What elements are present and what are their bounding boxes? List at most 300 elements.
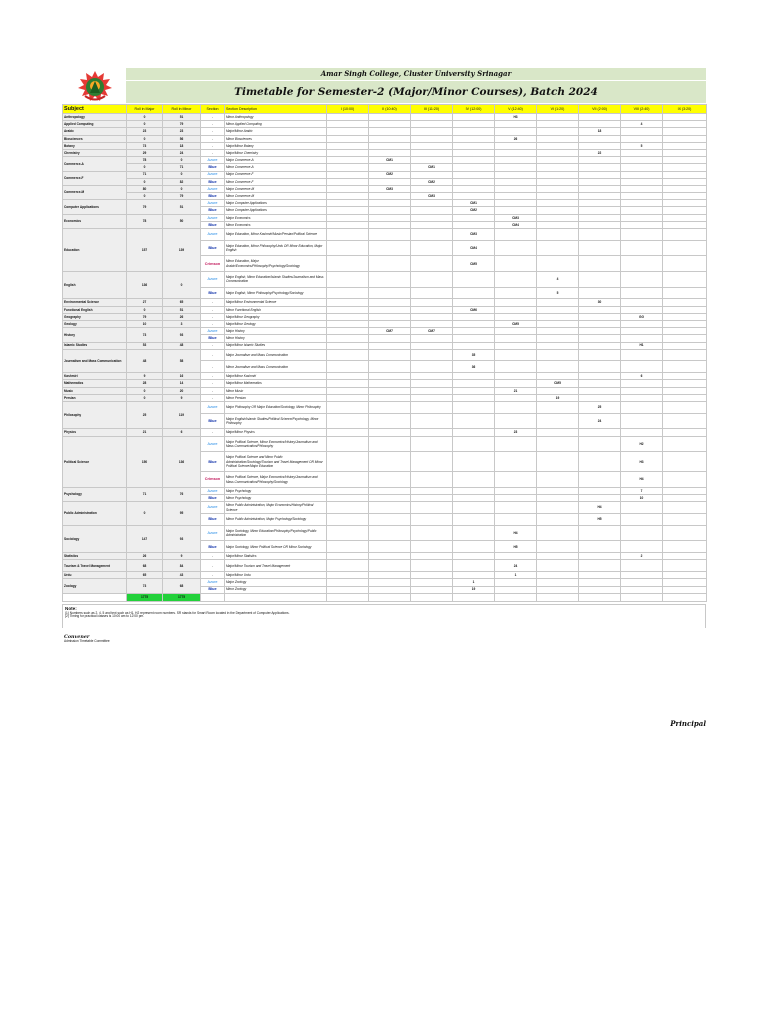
- slot-cell: [621, 502, 663, 514]
- slot-cell: H3: [621, 452, 663, 472]
- slot-cell: [495, 171, 537, 178]
- slot-cell: [495, 553, 537, 560]
- section-cell: [201, 271, 225, 287]
- slot-cell: [537, 494, 579, 501]
- slot-cell: [663, 472, 707, 488]
- slot-cell: [453, 413, 495, 429]
- section-badge: Azure: [207, 201, 218, 206]
- slot-cell: [621, 541, 663, 553]
- roll-major-cell: 0: [127, 114, 163, 121]
- subject-cell: Political Science: [63, 436, 127, 487]
- roll-major-cell: 10: [127, 320, 163, 327]
- slot-cell: [537, 572, 579, 579]
- slot-cell: [495, 361, 537, 373]
- section-badge: -: [211, 129, 214, 134]
- slot-cell: [621, 171, 663, 178]
- slot-cell: [663, 349, 707, 361]
- table-row: [63, 402, 707, 414]
- slot-cell: [537, 121, 579, 128]
- slot-cell: [411, 394, 453, 401]
- slot-cell: [453, 502, 495, 514]
- timetable-sheet: [62, 68, 706, 728]
- subject-cell: Mathematics: [63, 380, 127, 387]
- subject-cell: Journalism and Mass Communication: [63, 349, 127, 373]
- roll-major-cell: 78: [127, 214, 163, 228]
- slot-cell: [579, 240, 621, 256]
- table-row: [63, 342, 707, 349]
- section-badge: Azure: [207, 441, 218, 446]
- section-description-cell: Major English/Islamic Studies/Political Science/Psychology, Minor Philosophy: [225, 413, 327, 429]
- college-logo-icon: [73, 69, 117, 105]
- section-description-cell: Major Zoology: [225, 579, 327, 586]
- slot-cell: [663, 502, 707, 514]
- slot-cell: [495, 373, 537, 380]
- slot-cell: [369, 361, 411, 373]
- slot-cell: [327, 402, 369, 414]
- slot-cell: [495, 193, 537, 200]
- slot-cell: [327, 413, 369, 429]
- slot-cell: CM3: [453, 229, 495, 241]
- slot-cell: [411, 525, 453, 541]
- section-description-cell: Major/Minor Tourism and Travel Management: [225, 560, 327, 572]
- slot-cell: [537, 240, 579, 256]
- slot-cell: [579, 171, 621, 178]
- slot-cell: [663, 214, 707, 221]
- slot-cell: CM5: [537, 380, 579, 387]
- slot-cell: [495, 128, 537, 135]
- slot-cell: 5: [621, 142, 663, 149]
- slot-cell: 22: [579, 149, 621, 156]
- slot-cell: [663, 171, 707, 178]
- table-row: [63, 271, 707, 287]
- slot-cell: [537, 342, 579, 349]
- section-description-cell: Minor Music: [225, 387, 327, 394]
- subject-cell: Tourism & Travel Management: [63, 560, 127, 572]
- slot-cell: [621, 271, 663, 287]
- slot-cell: [579, 586, 621, 593]
- roll-minor-cell: 56: [163, 135, 201, 142]
- slot-cell: [327, 342, 369, 349]
- subject-cell: Geography: [63, 313, 127, 320]
- slot-cell: [537, 229, 579, 241]
- slot-cell: [579, 157, 621, 164]
- section-cell: [201, 135, 225, 142]
- slot-cell: 19: [537, 394, 579, 401]
- col-slot: II (10:40): [369, 105, 411, 114]
- slot-cell: [453, 121, 495, 128]
- roll-major-cell: 157: [127, 229, 163, 272]
- section-cell: [201, 472, 225, 488]
- section-badge: -: [211, 388, 214, 393]
- slot-cell: [663, 579, 707, 586]
- roll-minor-cell: 0: [163, 271, 201, 298]
- slot-cell: [453, 394, 495, 401]
- slot-cell: [663, 185, 707, 192]
- slot-cell: [369, 256, 411, 272]
- roll-major-cell: 0: [127, 135, 163, 142]
- slot-cell: [369, 313, 411, 320]
- section-description-cell: Minor Biosciences: [225, 135, 327, 142]
- slot-cell: [369, 513, 411, 525]
- slot-cell: [621, 586, 663, 593]
- slot-cell: [411, 121, 453, 128]
- slot-cell: [663, 394, 707, 401]
- slot-cell: [537, 328, 579, 335]
- subject-cell: Psychology: [63, 487, 127, 501]
- roll-minor-cell: 6: [163, 429, 201, 436]
- section-badge: Blue: [208, 208, 217, 213]
- roll-major-cell: 136: [127, 271, 163, 298]
- slot-cell: [369, 240, 411, 256]
- slot-cell: [327, 193, 369, 200]
- roll-major-cell: 73: [127, 328, 163, 342]
- table-row: [63, 328, 707, 335]
- table-row: [63, 349, 707, 361]
- slot-cell: [369, 413, 411, 429]
- slot-cell: [411, 572, 453, 579]
- roll-minor-cell: 71: [163, 164, 201, 171]
- slot-cell: [495, 328, 537, 335]
- subject-cell: Applied Computing: [63, 121, 127, 128]
- roll-major-cell: 78: [127, 157, 163, 164]
- slot-cell: [537, 114, 579, 121]
- slot-cell: [663, 494, 707, 501]
- slot-cell: [327, 287, 369, 299]
- col-slot: V (12:40): [495, 105, 537, 114]
- slot-cell: [411, 287, 453, 299]
- slot-cell: 26: [495, 135, 537, 142]
- slot-cell: [579, 335, 621, 342]
- section-description-cell: Major History: [225, 328, 327, 335]
- slot-cell: [621, 299, 663, 306]
- slot-cell: [369, 380, 411, 387]
- slot-cell: [327, 436, 369, 452]
- slot-cell: [453, 171, 495, 178]
- section-cell: [201, 193, 225, 200]
- section-cell: [201, 200, 225, 207]
- section-badge: -: [211, 114, 214, 119]
- slot-cell: 4: [621, 121, 663, 128]
- slot-cell: [327, 394, 369, 401]
- slot-cell: [579, 553, 621, 560]
- roll-major-cell: 9: [127, 373, 163, 380]
- slot-cell: [663, 373, 707, 380]
- note-line: (2) Timing for practical classes is 10:00 am to 12:00 pm.: [65, 614, 145, 619]
- slot-cell: [327, 487, 369, 494]
- slot-cell: [369, 229, 411, 241]
- slot-cell: [579, 436, 621, 452]
- slot-cell: [453, 429, 495, 436]
- slot-cell: [453, 487, 495, 494]
- slot-cell: [537, 502, 579, 514]
- section-description-cell: Major/Minor Physics: [225, 429, 327, 436]
- slot-cell: [663, 193, 707, 200]
- section-description-cell: Minor Economics: [225, 221, 327, 228]
- table-row: [63, 185, 707, 192]
- section-badge: Blue: [208, 165, 217, 170]
- table-row: [63, 178, 707, 185]
- roll-minor-cell: 93: [163, 328, 201, 342]
- slot-cell: [663, 313, 707, 320]
- principal-signature: Principal: [670, 719, 706, 728]
- table-row: [63, 429, 707, 436]
- slot-cell: [537, 560, 579, 572]
- slot-cell: [369, 193, 411, 200]
- slot-cell: [453, 164, 495, 171]
- slot-cell: [663, 572, 707, 579]
- section-badge: Blue: [208, 290, 217, 295]
- subject-cell: Music: [63, 387, 127, 394]
- slot-cell: [369, 342, 411, 349]
- blank-cell: [225, 593, 327, 601]
- slot-cell: [411, 586, 453, 593]
- slot-cell: [495, 178, 537, 185]
- slot-cell: [327, 135, 369, 142]
- section-cell: [201, 142, 225, 149]
- slot-cell: [411, 171, 453, 178]
- slot-cell: [579, 214, 621, 221]
- col-slot: VIII (2:40): [621, 105, 663, 114]
- slot-cell: [327, 452, 369, 472]
- section-description-cell: Major Education, Minor Kashmiri/Music/Persian/Political Science: [225, 229, 327, 241]
- slot-cell: [663, 487, 707, 494]
- slot-cell: [495, 494, 537, 501]
- roll-major-cell: 26: [127, 553, 163, 560]
- section-cell: [201, 207, 225, 214]
- slot-cell: CM1: [411, 164, 453, 171]
- table-row: [63, 299, 707, 306]
- section-badge: -: [211, 573, 214, 578]
- roll-major-cell: 150: [127, 436, 163, 487]
- slot-cell: [579, 287, 621, 299]
- section-badge: Azure: [207, 232, 218, 237]
- slot-cell: [579, 380, 621, 387]
- slot-cell: [453, 472, 495, 488]
- slot-cell: [537, 178, 579, 185]
- section-badge: Blue: [208, 517, 217, 522]
- section-description-cell: Major Education, Minor Philosophy/Urdu OR Minor Education, Major English: [225, 240, 327, 256]
- section-badge: -: [211, 563, 214, 568]
- slot-cell: [537, 306, 579, 313]
- slot-cell: [495, 121, 537, 128]
- slot-cell: [537, 335, 579, 342]
- subject-cell: Functional English: [63, 306, 127, 313]
- section-cell: [201, 361, 225, 373]
- section-badge: -: [211, 307, 214, 312]
- slot-cell: [369, 200, 411, 207]
- slot-cell: [453, 299, 495, 306]
- slot-cell: 5: [537, 287, 579, 299]
- section-cell: [201, 114, 225, 121]
- slot-cell: [537, 200, 579, 207]
- roll-minor-cell: 9: [163, 394, 201, 401]
- slot-cell: [453, 402, 495, 414]
- slot-cell: [663, 320, 707, 327]
- slot-cell: [537, 487, 579, 494]
- slot-cell: [411, 240, 453, 256]
- slot-cell: [369, 149, 411, 156]
- slot-cell: [621, 320, 663, 327]
- slot-cell: [411, 373, 453, 380]
- slot-cell: [495, 349, 537, 361]
- slot-cell: [579, 579, 621, 586]
- slot-cell: [495, 513, 537, 525]
- section-badge: -: [211, 122, 214, 127]
- subject-cell: Biosciences: [63, 135, 127, 142]
- section-description-cell: Major/Minor Mathematics: [225, 380, 327, 387]
- subject-cell: Botany: [63, 142, 127, 149]
- slot-cell: [411, 472, 453, 488]
- roll-minor-cell: 18: [163, 142, 201, 149]
- roll-minor-cell: 51: [163, 200, 201, 214]
- slot-cell: [327, 313, 369, 320]
- slot-cell: [537, 349, 579, 361]
- slot-cell: [369, 207, 411, 214]
- section-badge: -: [211, 343, 214, 348]
- section-description-cell: Minor Zoology: [225, 586, 327, 593]
- slot-cell: [453, 513, 495, 525]
- slot-cell: [453, 553, 495, 560]
- roll-major-cell: 73: [127, 579, 163, 593]
- blank-cell: [621, 593, 663, 601]
- slot-cell: [327, 494, 369, 501]
- subject-cell: Chemistry: [63, 149, 127, 156]
- section-description-cell: Major/Minor Arabic: [225, 128, 327, 135]
- slot-cell: [537, 221, 579, 228]
- slot-cell: [453, 335, 495, 342]
- section-cell: [201, 494, 225, 501]
- slot-cell: [369, 349, 411, 361]
- slot-cell: [537, 452, 579, 472]
- slot-cell: [453, 572, 495, 579]
- table-row: [63, 502, 707, 514]
- slot-cell: [579, 256, 621, 272]
- slot-cell: 4: [537, 271, 579, 287]
- slot-cell: [537, 185, 579, 192]
- slot-cell: [663, 128, 707, 135]
- section-description-cell: Major English, Minor Education/Islamic Studies/Journalism and Mass Communication: [225, 271, 327, 287]
- slot-cell: [327, 221, 369, 228]
- slot-cell: [663, 271, 707, 287]
- slot-cell: [369, 299, 411, 306]
- section-description-cell: Major Commerce-M: [225, 185, 327, 192]
- slot-cell: [663, 135, 707, 142]
- slot-cell: [411, 380, 453, 387]
- table-row: [63, 320, 707, 327]
- roll-major-cell: 0: [127, 193, 163, 200]
- slot-cell: [663, 157, 707, 164]
- subject-cell: Education: [63, 229, 127, 272]
- subject-cell: Sociology: [63, 525, 127, 552]
- slot-cell: [453, 541, 495, 553]
- slot-cell: [663, 387, 707, 394]
- slot-cell: [327, 429, 369, 436]
- slot-cell: [411, 494, 453, 501]
- section-badge: Azure: [207, 186, 218, 191]
- slot-cell: [663, 525, 707, 541]
- roll-major-cell: 0: [127, 178, 163, 185]
- subject-cell: Persian: [63, 394, 127, 401]
- slot-cell: [411, 513, 453, 525]
- slot-cell: [537, 207, 579, 214]
- section-badge: Blue: [208, 544, 217, 549]
- slot-cell: H4: [579, 502, 621, 514]
- section-cell: [201, 299, 225, 306]
- section-cell: [201, 553, 225, 560]
- section-description-cell: Minor Journalism and Mass Communication: [225, 361, 327, 373]
- slot-cell: [621, 387, 663, 394]
- notes-heading: Note:: [65, 605, 77, 611]
- slot-cell: [663, 207, 707, 214]
- slot-cell: [495, 487, 537, 494]
- slot-cell: CM5: [495, 320, 537, 327]
- col-slot: VII (2:00): [579, 105, 621, 114]
- slot-cell: [411, 221, 453, 228]
- slot-cell: [327, 149, 369, 156]
- section-description-cell: Major/Minor Chemistry: [225, 149, 327, 156]
- slot-cell: [411, 271, 453, 287]
- slot-cell: [579, 221, 621, 228]
- section-description-cell: Minor Commerce-M: [225, 193, 327, 200]
- slot-cell: CM2: [411, 178, 453, 185]
- slot-cell: [453, 149, 495, 156]
- slot-cell: [537, 256, 579, 272]
- slot-cell: [495, 271, 537, 287]
- slot-cell: [327, 256, 369, 272]
- slot-cell: 19: [453, 586, 495, 593]
- section-cell: [201, 128, 225, 135]
- slot-cell: [495, 313, 537, 320]
- slot-cell: [663, 229, 707, 241]
- slot-cell: [495, 207, 537, 214]
- slot-cell: [621, 335, 663, 342]
- col-slot: VI (1:20): [537, 105, 579, 114]
- slot-cell: [453, 214, 495, 221]
- slot-cell: [327, 164, 369, 171]
- slot-cell: [621, 349, 663, 361]
- section-cell: [201, 502, 225, 514]
- roll-major-cell: 0: [127, 502, 163, 526]
- slot-cell: CM3: [369, 185, 411, 192]
- section-badge: Blue: [208, 179, 217, 184]
- slot-cell: [621, 394, 663, 401]
- slot-cell: [327, 502, 369, 514]
- col-subject: Subject: [63, 105, 127, 114]
- slot-cell: [495, 472, 537, 488]
- slot-cell: [495, 306, 537, 313]
- slot-cell: [453, 320, 495, 327]
- slot-cell: H3: [495, 114, 537, 121]
- section-description-cell: Minor Public Administration, Major Psychology/Sociology: [225, 513, 327, 525]
- roll-major-cell: 0: [127, 121, 163, 128]
- slot-cell: [621, 306, 663, 313]
- slot-cell: [327, 373, 369, 380]
- slot-cell: [621, 413, 663, 429]
- section-badge: Blue: [208, 459, 217, 464]
- section-description-cell: Minor Psychology: [225, 494, 327, 501]
- slot-cell: [537, 157, 579, 164]
- slot-cell: [327, 171, 369, 178]
- slot-cell: [621, 214, 663, 221]
- table-row: [63, 380, 707, 387]
- roll-minor-cell: 136: [163, 436, 201, 487]
- section-description-cell: Major Political Science and Minor Public Administration/Sociology/Tourism and Travel Management OR Minor Political Science/Major Education: [225, 452, 327, 472]
- slot-cell: [495, 335, 537, 342]
- slot-cell: [663, 256, 707, 272]
- slot-cell: [411, 502, 453, 514]
- table-row: [63, 436, 707, 452]
- slot-cell: [411, 135, 453, 142]
